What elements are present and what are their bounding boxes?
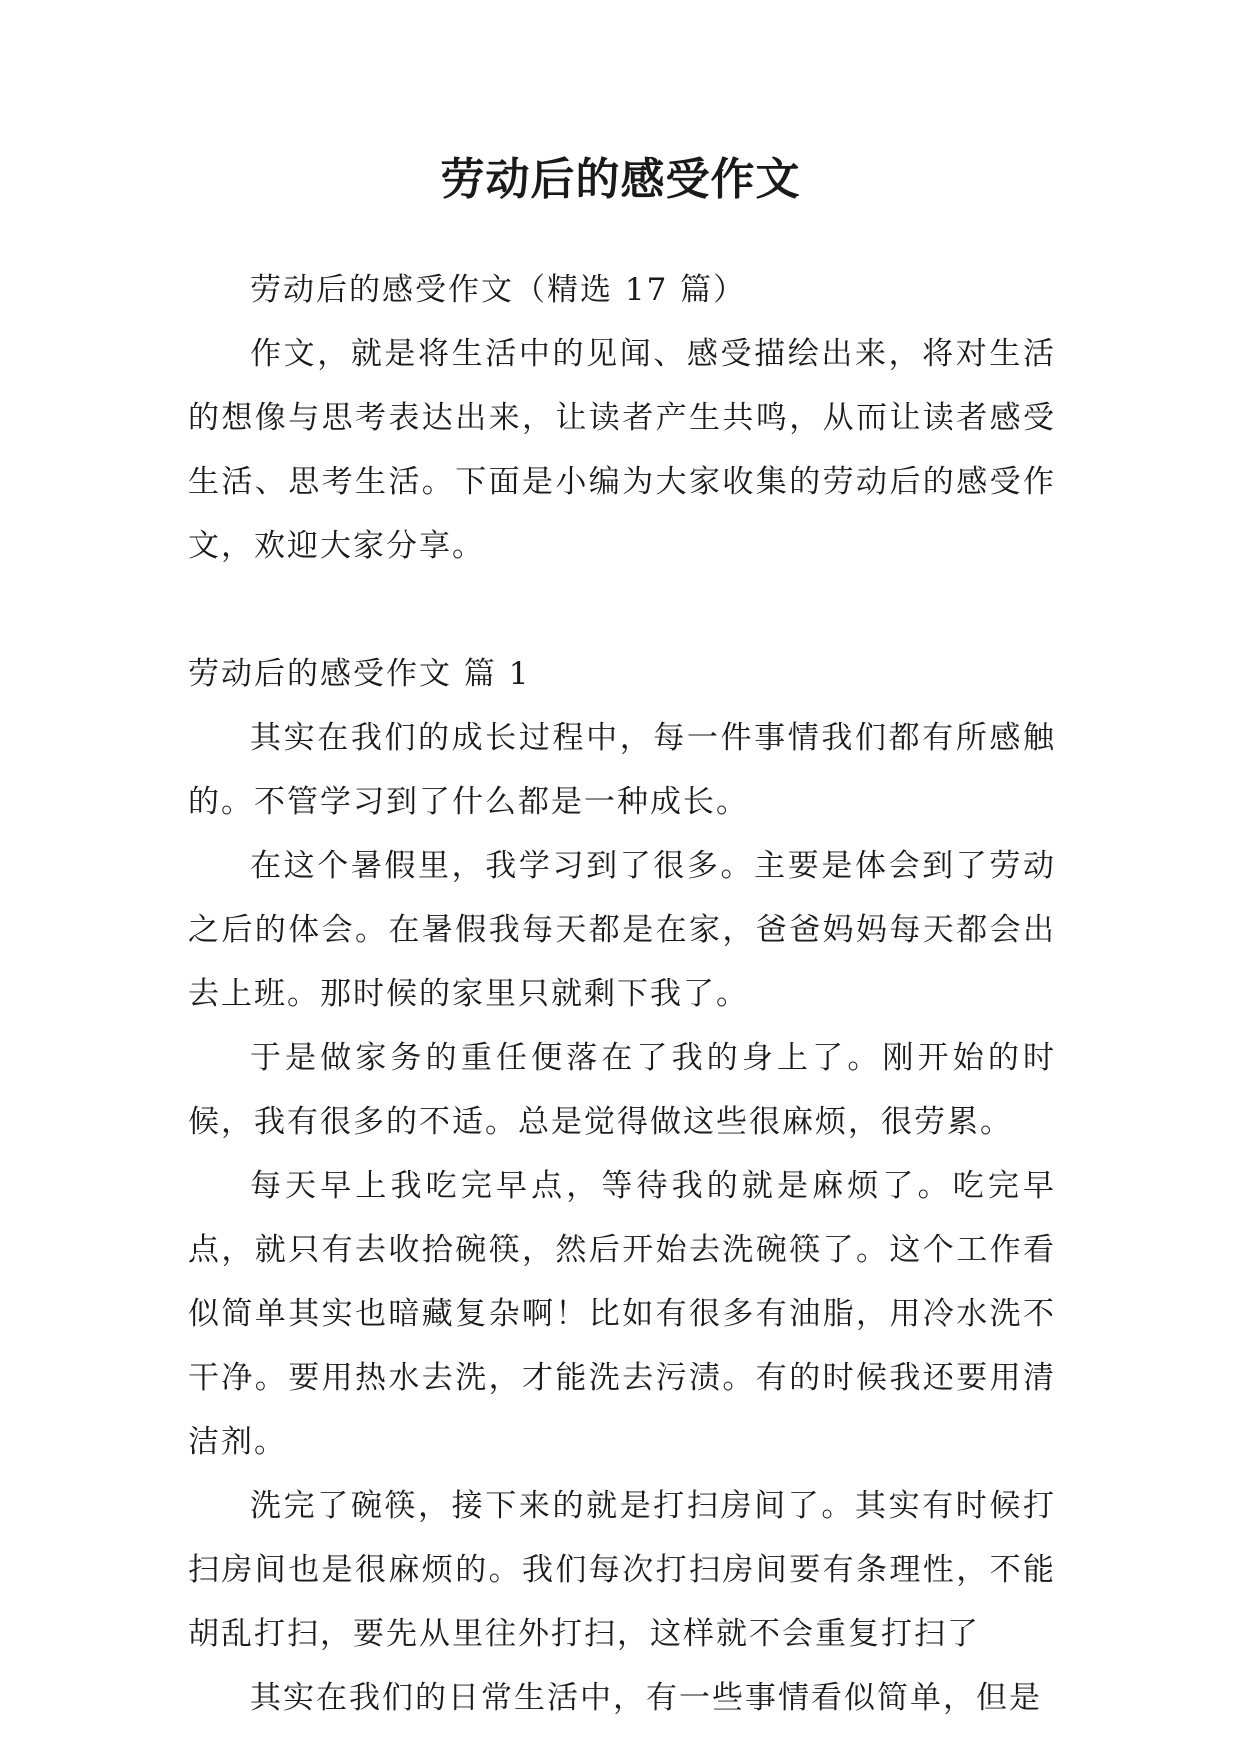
- document-body: [188, 258, 1056, 1730]
- body-paragraph: 其实在我们的日常生活中，有一些事情看似简单，但是: [250, 1680, 1042, 1716]
- body-paragraph: 洗完了碗筷，接下来的就是打扫房间了。其实有时候打扫房间也是很麻烦的。我们每次打扫房间要有条理性，不能胡乱打扫，要先从里往外打扫，这样就不会重复打扫了: [188, 1488, 1056, 1652]
- document-subtitle: 劳动后的感受作文（精选 17 篇）: [250, 272, 747, 308]
- body-paragraph: 其实在我们的成长过程中，每一件事情我们都有所感触的。不管学习到了什么都是一种成长。: [188, 720, 1056, 820]
- body-paragraph: 在这个暑假里，我学习到了很多。主要是体会到了劳动之后的体会。在暑假我每天都是在家，爸爸妈妈每天都会出去上班。那时候的家里只就剩下我了。: [188, 848, 1056, 1012]
- body-paragraph: 于是做家务的重任便落在了我的身上了。刚开始的时候，我有很多的不适。总是觉得做这些很麻烦，很劳累。: [188, 1040, 1056, 1140]
- intro-paragraph: 作文，就是将生活中的见闻、感受描绘出来，将对生活的想像与思考表达出来，让读者产生共鸣，从而让读者感受生活、思考生活。下面是小编为大家收集的劳动后的感受作文，欢迎大家分享。: [188, 336, 1056, 564]
- section-heading: 劳动后的感受作文 篇 1: [188, 656, 531, 692]
- body-paragraph: 每天早上我吃完早点，等待我的就是麻烦了。吃完早点，就只有去收拾碗筷，然后开始去洗碗筷了。这个工作看似简单其实也暗藏复杂啊！比如有很多有油脂，用冷水洗不干净。要用热水去洗，才能洗去污渍。有的时候我还要用清洁剂。: [188, 1168, 1056, 1460]
- document-title: 劳动后的感受作文: [440, 154, 801, 205]
